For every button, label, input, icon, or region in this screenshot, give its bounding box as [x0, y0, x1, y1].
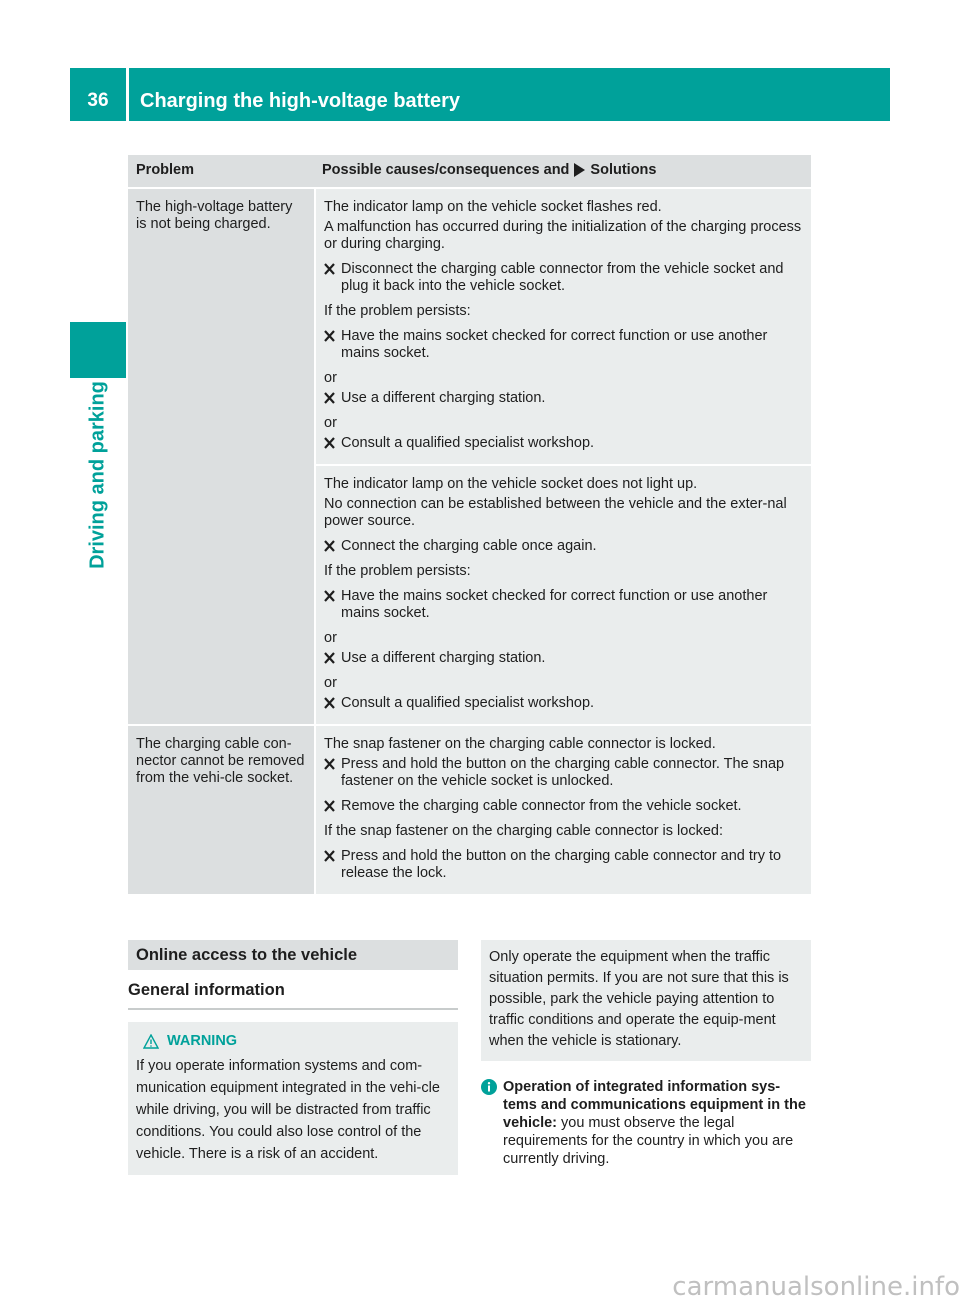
cause-text: The indicator lamp on the vehicle socket flashes red. — [324, 199, 662, 215]
info-icon — [481, 1078, 503, 1168]
solution-step — [324, 848, 803, 882]
solution-step — [324, 650, 803, 667]
step-text: Consult a qualified specialist workshop. — [341, 435, 595, 451]
condition-text: If the snap fastener on the charging cable connector is locked: — [324, 823, 723, 839]
solutions-cell — [314, 189, 811, 726]
online-access-section — [128, 940, 458, 1175]
solution-step — [324, 261, 803, 295]
solution-step — [324, 798, 803, 815]
action-x-icon — [324, 588, 341, 622]
online-access-notes — [481, 940, 811, 1168]
header-divider — [126, 68, 129, 121]
step-text: Have the mains socket checked for correct function or use another mains socket. — [341, 328, 768, 361]
solution-block — [314, 466, 811, 726]
action-x-icon — [324, 390, 341, 407]
step-text: Press and hold the button on the charging cable connector. The snap fastener on the vehicle socket is unlocked. — [341, 756, 785, 789]
warning-title: WARNING — [167, 1033, 238, 1049]
table-row — [128, 726, 811, 896]
or-text: or — [324, 675, 337, 691]
section-heading: Online access to the vehicle — [128, 940, 458, 970]
action-x-icon — [324, 538, 341, 555]
column-header-solutions-suffix: Solutions — [590, 162, 657, 178]
solution-step — [324, 435, 803, 452]
info-text-body: you must observe the legal requirements for the country in which you are currently driving. — [503, 1115, 794, 1167]
solution-step — [324, 756, 803, 790]
side-tab-marker — [70, 322, 126, 378]
cause-text: The indicator lamp on the vehicle socket does not light up. — [324, 476, 698, 492]
action-x-icon — [324, 695, 341, 712]
solution-step — [324, 588, 803, 622]
watermark: carmanualsonline.info — [672, 1272, 960, 1302]
solution-block — [314, 726, 811, 896]
action-x-icon — [324, 328, 341, 362]
action-x-icon — [324, 261, 341, 295]
page-number: 36 — [87, 90, 109, 111]
consequence-text: A malfunction has occurred during the initialization of the charging process or during charging. — [324, 219, 802, 252]
step-text: Use a different charging station. — [341, 390, 546, 406]
solution-step — [324, 328, 803, 362]
condition-text: If the problem persists: — [324, 563, 471, 579]
solution-step — [324, 390, 803, 407]
or-text: or — [324, 630, 337, 646]
info-text-bold: Operation of integrated information sys-tems and communications equipment in the vehicle: — [503, 1079, 806, 1131]
solution-step — [324, 695, 803, 712]
info-note — [481, 1078, 811, 1168]
problem-cell: The charging cable con-nector cannot be removed from the vehi-cle socket. — [128, 726, 314, 896]
side-tab-label: Driving and parking — [86, 381, 109, 569]
warning-triangle-icon — [143, 1034, 159, 1049]
page-title: Charging the high-voltage battery — [140, 90, 461, 112]
step-text: Disconnect the charging cable connector from the vehicle socket and plug it back into the vehicle socket. — [341, 261, 784, 294]
action-x-icon — [324, 756, 341, 790]
header-bar — [70, 68, 890, 121]
action-x-icon — [324, 435, 341, 452]
step-text: Remove the charging cable connector from the vehicle socket. — [341, 798, 742, 814]
column-header-solutions — [314, 155, 811, 187]
condition-text: If the problem persists: — [324, 303, 471, 319]
or-text: or — [324, 370, 337, 386]
solutions-cell — [314, 726, 811, 896]
or-text: or — [324, 415, 337, 431]
step-text: Press and hold the button on the charging cable connector and try to release the lock. — [341, 848, 782, 881]
column-header-problem: Problem — [136, 162, 195, 178]
action-arrow-icon — [573, 163, 586, 177]
step-text: Consult a qualified specialist workshop. — [341, 695, 595, 711]
table-row — [128, 189, 811, 726]
warning-box — [128, 1022, 458, 1175]
cause-text: The snap fastener on the charging cable connector is locked. — [324, 736, 716, 752]
problem-cell: The high-voltage battery is not being charged. — [128, 189, 314, 726]
action-x-icon — [324, 848, 341, 882]
solution-step — [324, 538, 803, 555]
note-box: Only operate the equipment when the traffic situation permits. If you are not sure that this is possible, park the vehicle paying attention to traffic conditions and operate the equip-ment when the vehicle is stationary. — [481, 940, 811, 1061]
troubleshooting-table — [128, 155, 811, 896]
warning-header — [143, 1030, 450, 1052]
table-header — [128, 155, 811, 189]
subheading-general-information: General information — [128, 970, 458, 1010]
warning-text: If you operate information systems and com-munication equipment integrated in the vehi-cle while driving, you will be distracted from traffic conditions. You could also lose control of the vehicle. There is a risk of an accident. — [136, 1058, 440, 1162]
step-text: Have the mains socket checked for correct function or use another mains socket. — [341, 588, 768, 621]
solution-block — [314, 189, 811, 466]
action-x-icon — [324, 650, 341, 667]
info-text — [503, 1078, 811, 1168]
consequence-text: No connection can be established between the vehicle and the exter-nal power source. — [324, 496, 787, 529]
step-text: Use a different charging station. — [341, 650, 546, 666]
step-text: Connect the charging cable once again. — [341, 538, 597, 554]
column-header-solutions-prefix: Possible causes/consequences and — [322, 162, 570, 178]
action-x-icon — [324, 798, 341, 815]
